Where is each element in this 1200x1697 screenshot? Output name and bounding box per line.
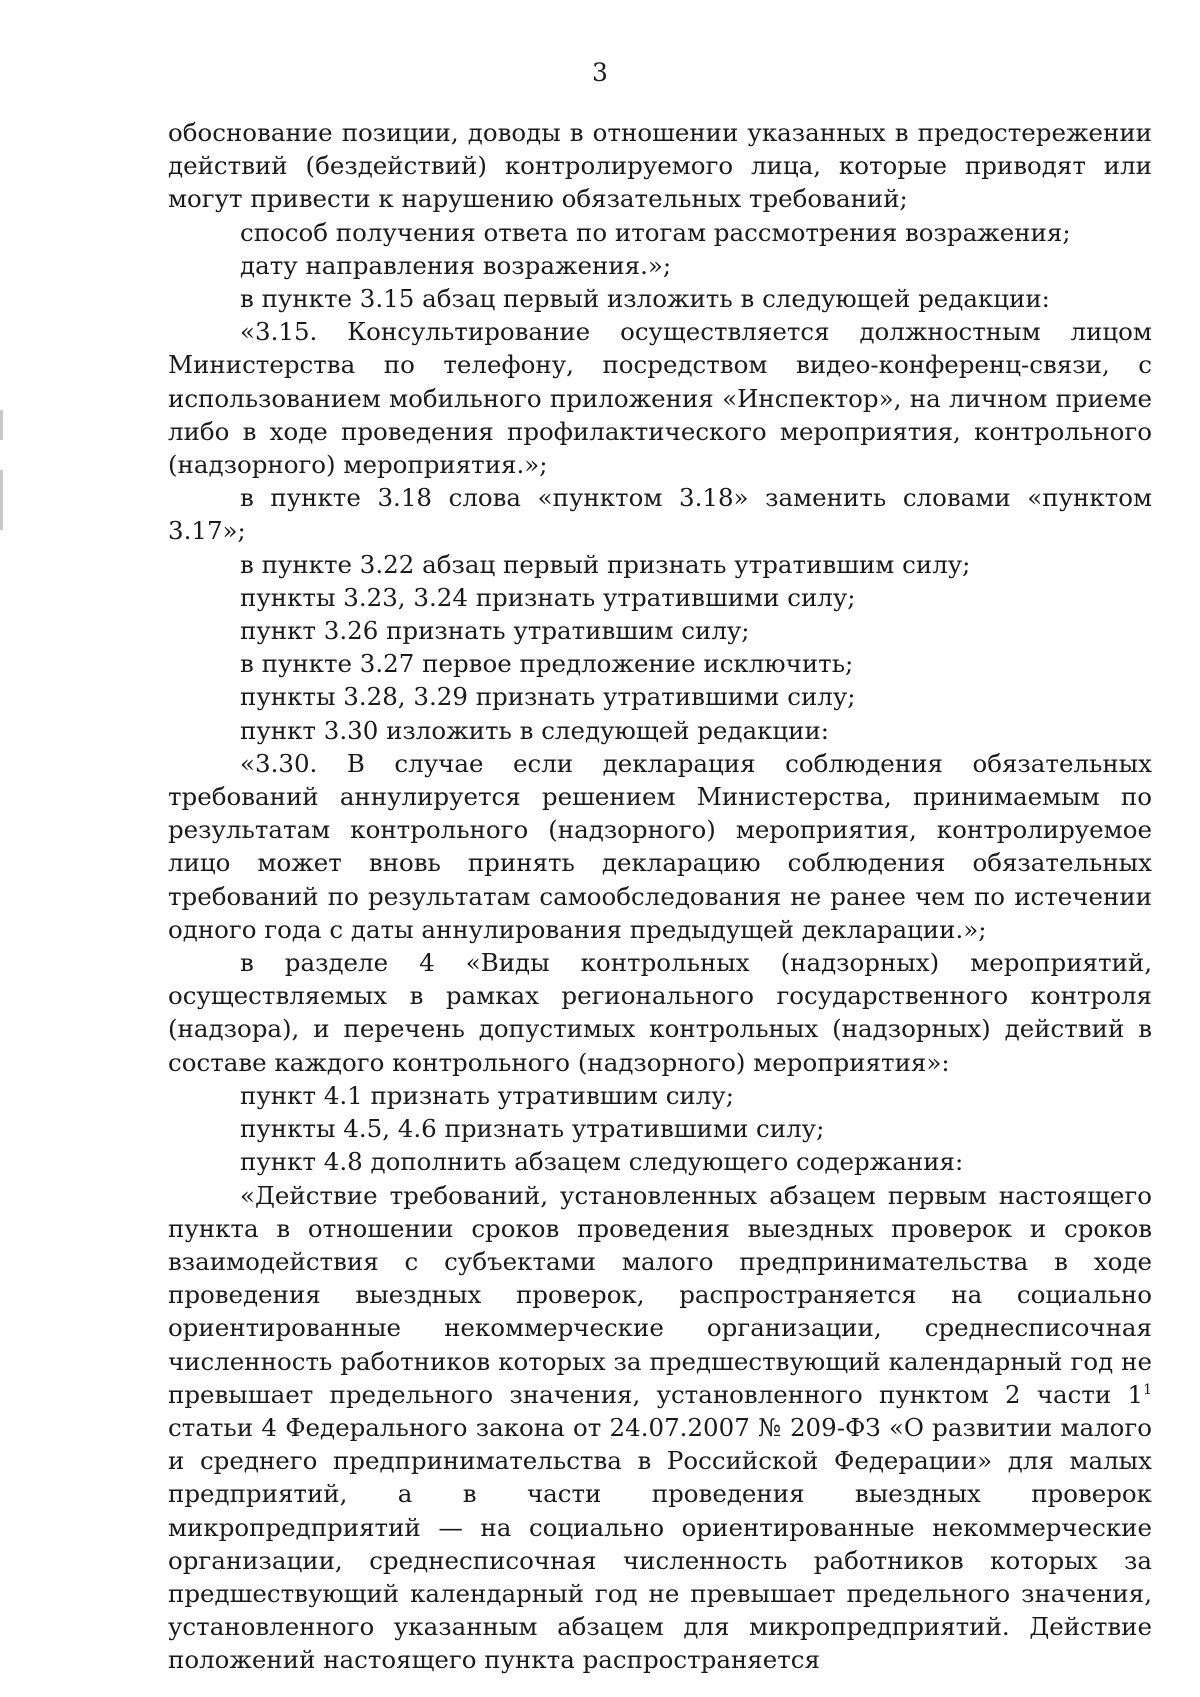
paragraph: в пункте 3.18 слова «пунктом 3.18» заменить словами «пунктом 3.17»;: [168, 483, 1152, 546]
paragraph: пункты 3.28, 3.29 признать утратившими силу;: [240, 682, 856, 712]
paragraph: в пункте 3.15 абзац первый изложить в следующей редакции:: [240, 284, 1050, 314]
paragraph: пункт 4.1 признать утратившим силу;: [240, 1080, 734, 1110]
paragraph: пункт 4.8 дополнить абзацем следующего содержания:: [240, 1147, 964, 1177]
paragraph: пункт 3.26 признать утратившим силу;: [240, 616, 750, 646]
paragraph-text: статьи 4 Федерального закона от 24.07.2007 № 209-ФЗ «О развитии малого и среднего предпринимательства в Российской Федерации» для малых предприятий, а в части проведения выездных проверок микропредприятий — на социально ориентированные некоммерческие организации, среднесписочная численность работников которых за предшествующий календарный год не превышает предельного значения, установленного указанным абзацем для микропредприятий. Действие положений настоящего пункта распространяется: [168, 1412, 1152, 1675]
paragraph: «3.15. Консультирование осуществляется должностным лицом Министерства по телефону, посредством видео-конференц-связи, с использованием мобильного приложения «Инспектор», на личном приеме либо в ходе проведения профилактического мероприятия, контрольного (надзорного) мероприятия.»;: [168, 317, 1152, 480]
paragraph-continuing: [168, 1179, 1152, 1677]
paragraph: пункт 3.30 изложить в следующей редакции:: [240, 715, 830, 745]
paragraph: в пункте 3.27 первое предложение исключить;: [240, 649, 854, 679]
paragraph-text: «Действие требований, установленных абзацем первым настоящего пункта в отношении сроков проведения выездных проверок и сроков взаимодействия с субъектами малого предпринимательства в ходе проведения выездных проверок, распространяется на социально ориентированные некоммерческие организации, среднесписочная численность работников которых за предшествующий календарный год не превышает предельного значения, установленного пунктом 2 части 1: [168, 1180, 1152, 1409]
document-body: [168, 116, 1152, 1677]
scan-artifact: [0, 470, 3, 530]
paragraph: способ получения ответа по итогам рассмотрения возражения;: [240, 217, 1071, 247]
paragraph: пункты 4.5, 4.6 признать утратившими силу;: [240, 1114, 825, 1144]
paragraph: дату направления возражения.»;: [240, 250, 672, 280]
paragraph: в разделе 4 «Виды контрольных (надзорных) мероприятий, осуществляемых в рамках регионального государственного контроля (надзора), и перечень допустимых контрольных (надзорных) действий в составе каждого контрольного (надзорного) мероприятия»:: [168, 948, 1152, 1077]
paragraph: в пункте 3.22 абзац первый признать утратившим силу;: [240, 549, 971, 579]
page-number: 3: [592, 58, 608, 87]
paragraph: пункты 3.23, 3.24 признать утратившими силу;: [240, 582, 856, 612]
paragraph: обоснование позиции, доводы в отношении указанных в предостережении действий (бездействий) контролируемого лица, которые приводят или могут привести к нарушению обязательных требований;: [168, 118, 1152, 214]
scan-artifact: [0, 410, 3, 440]
paragraph: «3.30. В случае если декларация соблюдения обязательных требований аннулируется решением Министерства, принимаемым по результатам контрольного (надзорного) мероприятия, контролируемое лицо может вновь принять декларацию соблюдения обязательных требований по результатам самообследования не ранее чем по истечении одного года с даты аннулирования предыдущей декларации.»;: [168, 748, 1152, 944]
superscript-index: 1: [1143, 1381, 1152, 1398]
